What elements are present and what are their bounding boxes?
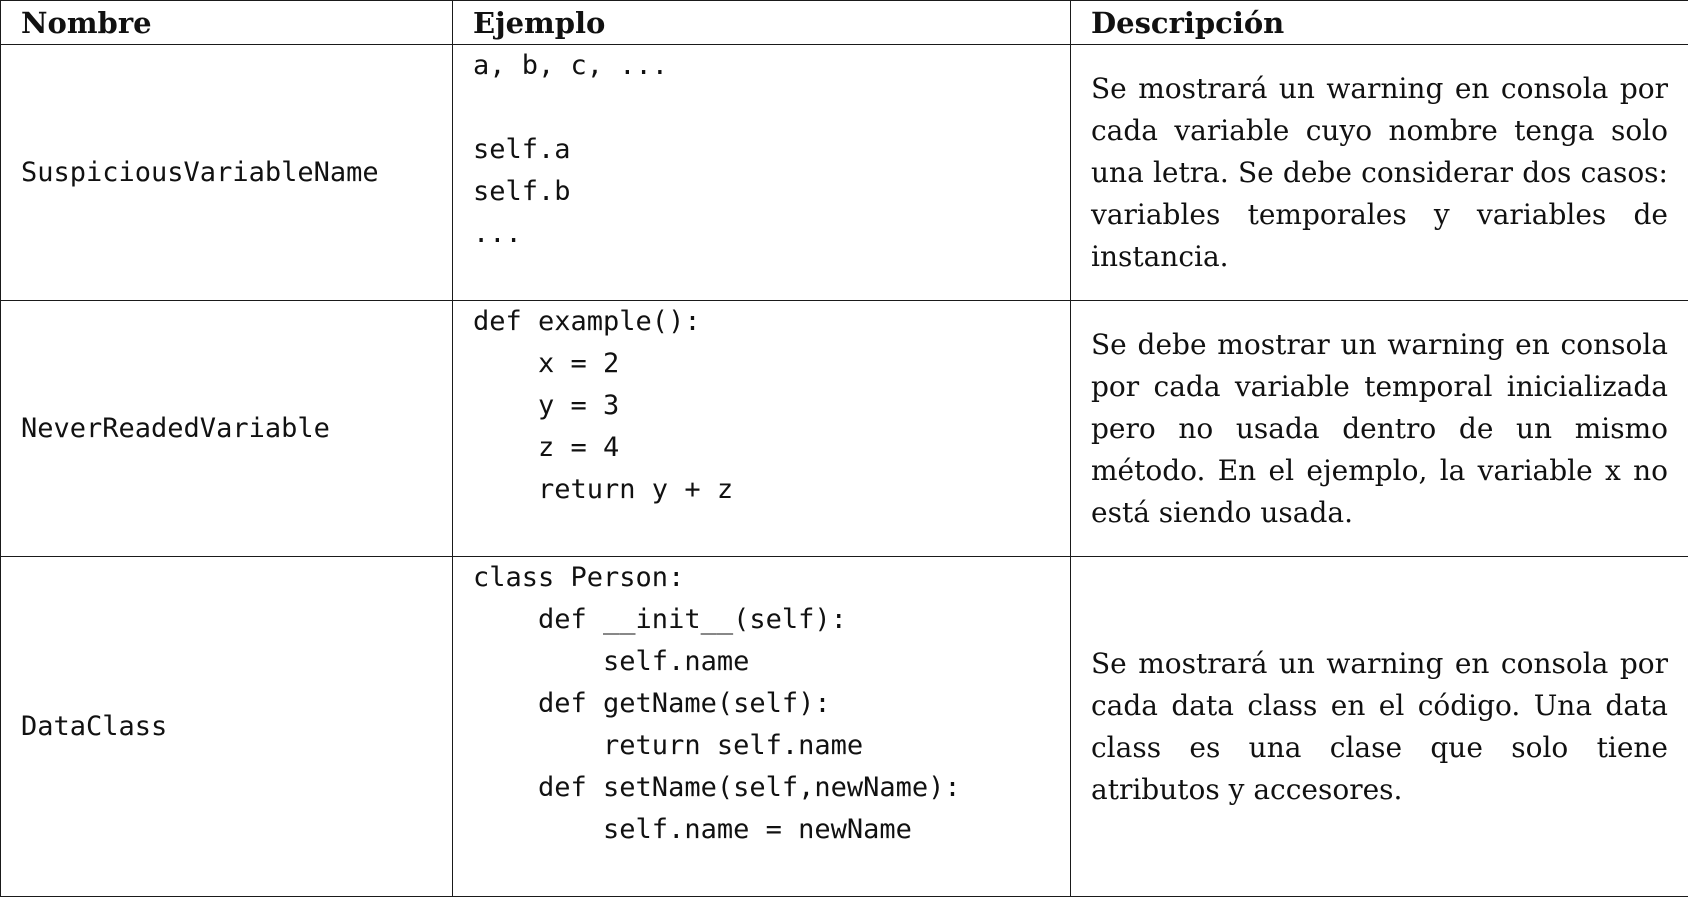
code-line: def __init__(self): xyxy=(473,599,1050,641)
rule-description: Se debe mostrar un warning en consola por cada variable temporal inicializada pero no usada dentro de un mismo método. En el ejemplo, la variable x no está siendo usada. xyxy=(1071,301,1688,557)
header-row xyxy=(1,1,1688,45)
code-line: self.b xyxy=(473,171,1050,213)
rule-example xyxy=(453,45,1071,301)
code-line: self.name xyxy=(473,641,1050,683)
code-line: class Person: xyxy=(473,557,1050,599)
rule-name: NeverReadedVariable xyxy=(1,301,453,557)
rule-example xyxy=(453,301,1071,557)
code-line: return y + z xyxy=(473,469,1050,511)
rule-name: DataClass xyxy=(1,557,453,897)
code-line: a, b, c, ... xyxy=(473,45,1050,87)
table-row xyxy=(1,557,1688,897)
code-line: y = 3 xyxy=(473,385,1050,427)
code-line xyxy=(473,87,1050,129)
rule-description: Se mostrará un warning en consola por cada variable cuyo nombre tenga solo una letra. Se debe considerar dos casos: variables temporales y variables de instancia. xyxy=(1071,45,1688,301)
code-line: return self.name xyxy=(473,725,1050,767)
rule-name: SuspiciousVariableName xyxy=(1,45,453,301)
code-line: ... xyxy=(473,213,1050,255)
rule-example xyxy=(453,557,1071,897)
code-line: def setName(self,newName): xyxy=(473,767,1050,809)
code-line: def getName(self): xyxy=(473,683,1050,725)
header-description: Descripción xyxy=(1071,1,1688,45)
header-example: Ejemplo xyxy=(453,1,1071,45)
code-line: z = 4 xyxy=(473,427,1050,469)
rule-description: Se mostrará un warning en consola por cada data class en el código. Una data class es una clase que solo tiene atributos y accesores. xyxy=(1071,557,1688,897)
code-line: self.name = newName xyxy=(473,809,1050,851)
code-line: x = 2 xyxy=(473,343,1050,385)
table-row xyxy=(1,301,1688,557)
code-line: def example(): xyxy=(473,301,1050,343)
header-name: Nombre xyxy=(1,1,453,45)
table-row xyxy=(1,45,1688,301)
code-line: self.a xyxy=(473,129,1050,171)
